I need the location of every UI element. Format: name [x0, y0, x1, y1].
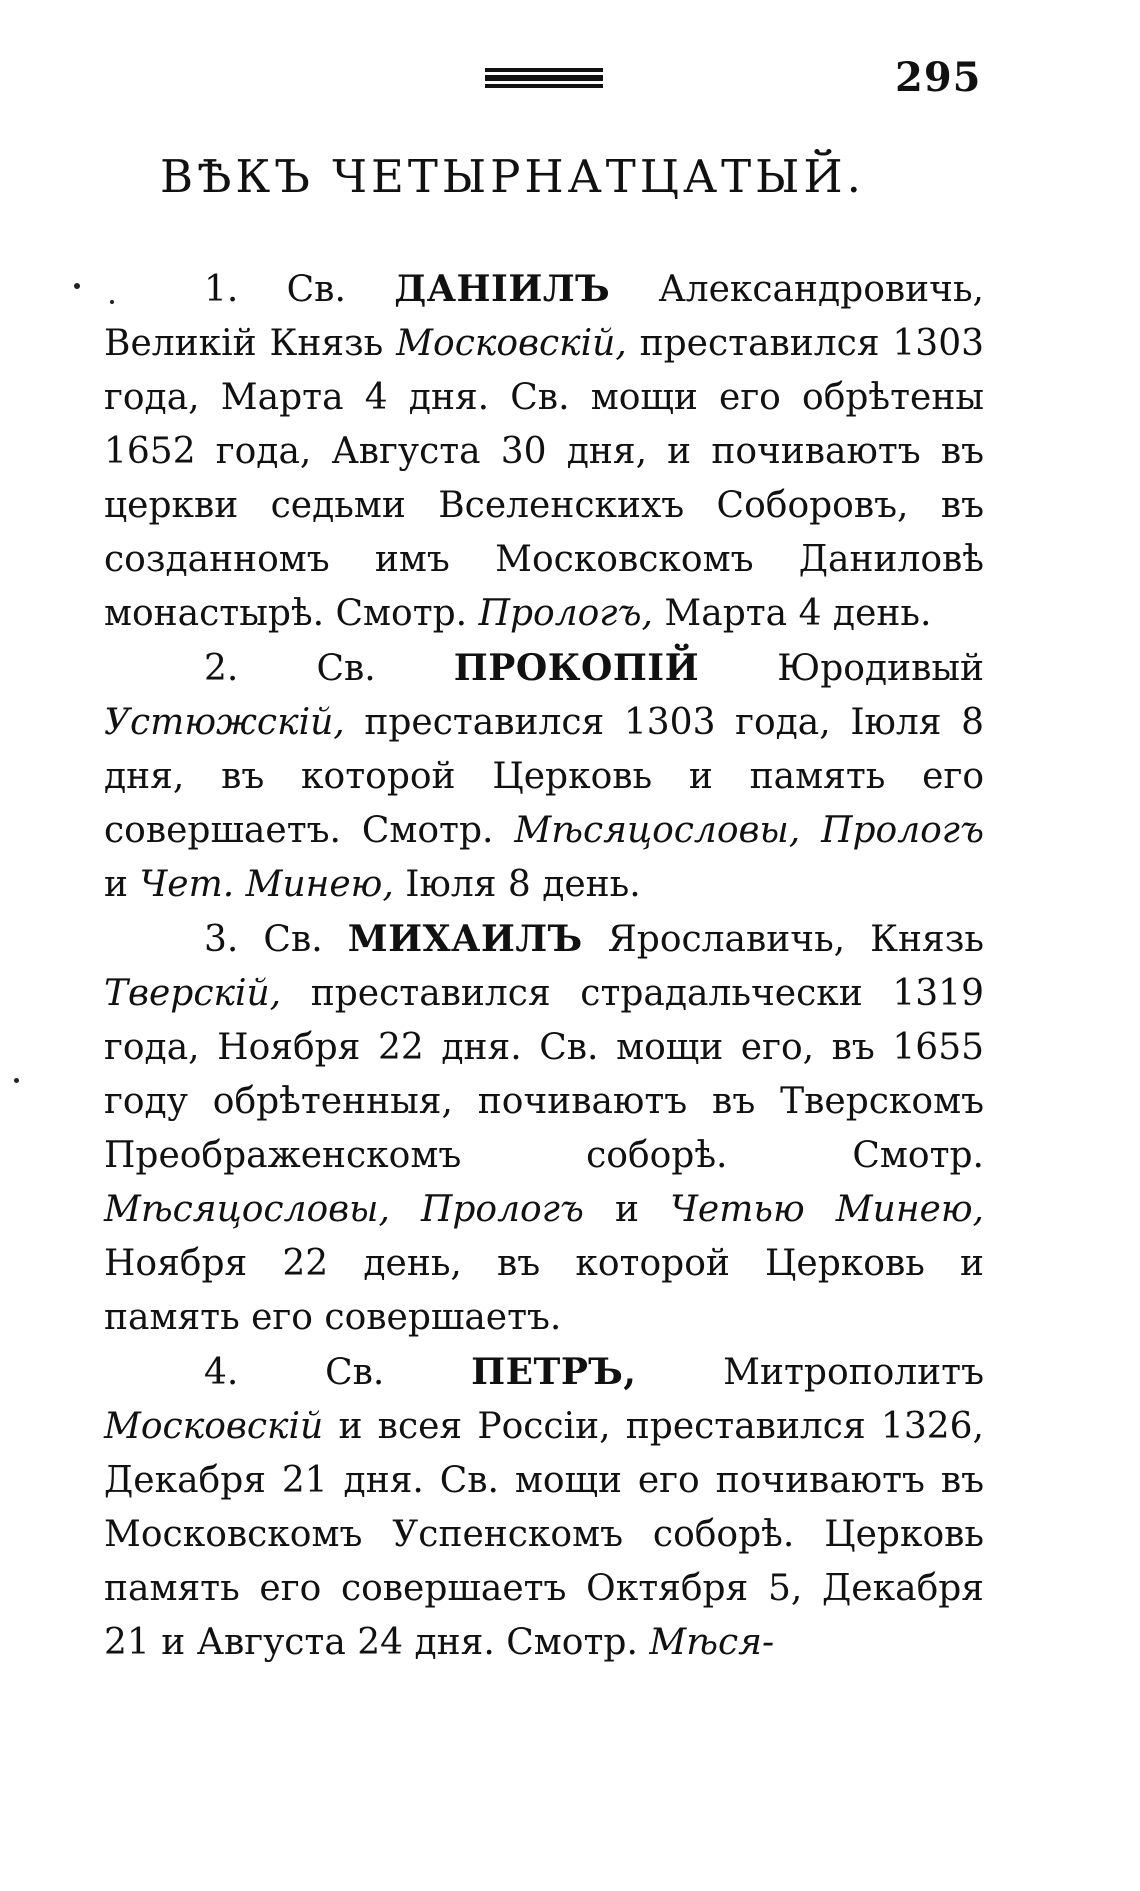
saint-name: ДАНІИЛЪ	[394, 268, 611, 310]
entry-text: и	[615, 1189, 639, 1230]
page-number: 295	[895, 54, 982, 101]
print-speck	[14, 1078, 19, 1083]
entry-text: преставился 1303 года, Марта 4 дня. Св. мощи его обрѣтены 1652 года, Августа 30 дня, и почиваютъ въ церкви седьми Вселенскихъ Соборовъ, въ созданномъ имъ Московскомъ Даниловѣ монастырѣ. Смотр.	[104, 323, 984, 634]
entry-italic: Чет. Минею,	[139, 864, 394, 905]
entry-text: Іюля 8 день.	[405, 864, 641, 905]
entry-number: 2.	[204, 648, 239, 689]
entry-petr	[104, 1345, 984, 1670]
body-text	[104, 262, 984, 1670]
entry-daniil	[104, 262, 984, 641]
entry-prokopiy	[104, 641, 984, 912]
entry-text: Ярославичь, Князь	[607, 919, 984, 960]
entry-italic: Мѣсяцословы, Прологъ	[514, 810, 984, 851]
entry-number: 3.	[204, 919, 239, 960]
saint-name: МИХАИЛЪ	[347, 918, 583, 960]
entry-number: 4.	[204, 1352, 239, 1393]
header-ornament	[485, 68, 603, 90]
entry-text: преставился 1303 года, Іюля 8 дня, въ которой Церковь и память его совершаетъ. Смотр.	[104, 702, 984, 851]
entry-mikhail	[104, 912, 984, 1345]
entry-text: и	[104, 864, 128, 905]
entry-italic: Московскій,	[396, 323, 627, 364]
entry-text: Юродивый	[777, 648, 985, 689]
entry-prefix: Св.	[316, 648, 376, 689]
entry-number: 1.	[204, 269, 239, 310]
entry-italic: Устюжскій,	[104, 702, 345, 743]
saint-name: ПЕТРЪ,	[471, 1351, 637, 1393]
entry-text: Александровичь, Великій Князь	[104, 269, 984, 364]
entry-italic: Московскій	[104, 1406, 324, 1447]
chapter-title: ВѢКЪ ЧЕТЫРНАТЦАТЫЙ.	[160, 150, 865, 203]
entry-italic: Мѣсяцословы, Прологъ	[104, 1189, 584, 1230]
entry-text: Митрополитъ	[723, 1352, 984, 1393]
entry-text: Ноября 22 день, въ которой Церковь и память его совершаетъ.	[104, 1243, 984, 1338]
entry-text: Марта 4 день.	[664, 593, 932, 634]
entry-italic: Мѣся-	[649, 1622, 775, 1663]
entry-italic: Прологъ,	[478, 593, 653, 634]
entry-italic: Четью Минею,	[670, 1189, 984, 1230]
entry-text: преставился страдальчески 1319 года, Ноября 22 дня. Св. мощи его, въ 1655 году обрѣтенныя, почиваютъ въ Тверскомъ Преображенскомъ соборѣ. Смотр.	[104, 973, 984, 1176]
print-speck	[110, 300, 114, 304]
entry-prefix: Св.	[286, 269, 346, 310]
entry-prefix: Св.	[263, 919, 323, 960]
entry-prefix: Св.	[325, 1352, 385, 1393]
saint-name: ПРОКОПІЙ	[453, 647, 700, 689]
entry-italic: Тверскій,	[104, 973, 282, 1014]
entry-text: и всея Россіи, преставился 1326, Декабря 21 дня. Св. мощи его почиваютъ въ Московскомъ Успенскомъ соборѣ. Церковь память его совершаетъ Октября 5, Декабря 21 и Августа 24 дня. Смотр.	[104, 1406, 984, 1663]
print-speck	[74, 283, 80, 289]
